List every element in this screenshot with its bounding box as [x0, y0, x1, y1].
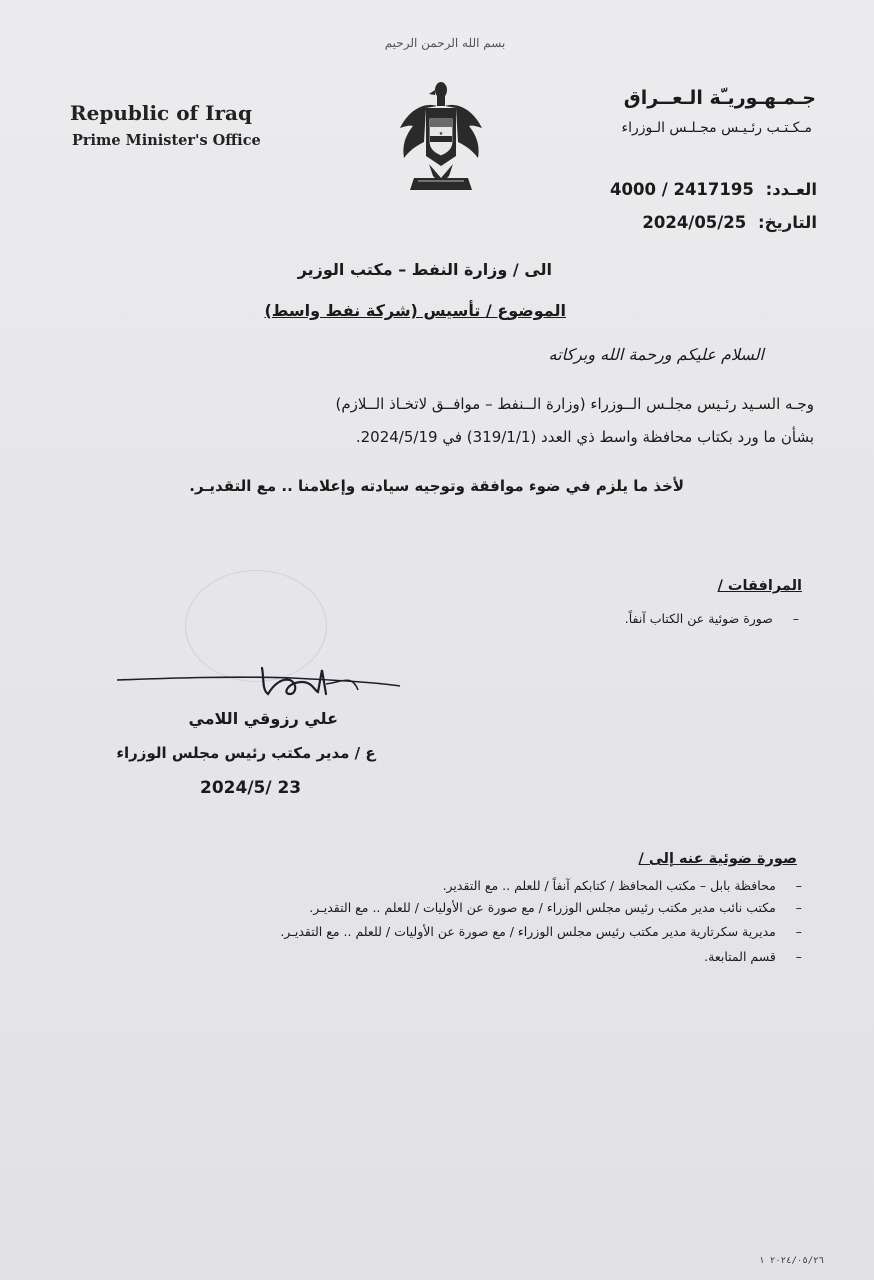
- letter-body-line-1: وجـه السـيد رئـيس مجلـس الــوزراء (وزارة الــنفط – موافــق لاتخـاذ الــلازم): [335, 395, 814, 413]
- ref-number-label: العـدد:: [765, 180, 817, 199]
- letter-body-line-2: بشأن ما ورد بكتاب محافظة واسط ذي العدد (319/1/1) في 2024/5/19.: [355, 428, 814, 446]
- letter-body-line-3: لأخذ ما يلزم في ضوء موافقة وتوجيه سيادته وإعلامنا .. مع التقديـر.: [189, 477, 684, 495]
- attachments-item-text: صورة ضوئية عن الكتاب آنفاً.: [624, 611, 773, 626]
- letter-greeting: السلام عليكم ورحمة الله وبركاته: [548, 345, 764, 364]
- copies-bullet: –: [779, 924, 802, 939]
- header-en-title: Republic of Iraq: [70, 101, 252, 125]
- header-ar-title: جـمـهـوريـّة الـعــراق: [623, 87, 816, 109]
- copies-item: [402, 949, 802, 964]
- ref-date-label: التاريخ:: [758, 213, 817, 232]
- copies-item-text: قسم المتابعة.: [704, 949, 776, 964]
- header-ar-subtitle: مـكـتـب رئـيـس مجـلـس الـوزراء: [621, 120, 812, 136]
- copies-item: [102, 924, 802, 939]
- signature-date: 2024/5/ 23: [200, 778, 302, 798]
- copies-label: صورة ضوئية عنه إلى /: [638, 851, 797, 867]
- footer-stamp: ٢٠٢٤/٠٥/٢٦ ١: [758, 1256, 824, 1266]
- attachments-bullet: –: [776, 611, 799, 626]
- ref-date-row: [517, 213, 817, 232]
- ref-date-value: 2024/05/25: [642, 213, 747, 232]
- signature-title: ع / مدير مكتب رئيس مجلس الوزراء: [116, 744, 376, 762]
- signature-name: علي رزوقي اللامي: [188, 709, 338, 728]
- letter-subject: الموضوع / تأسيس (شركة نفط واسط): [264, 301, 566, 320]
- ref-number-row: [517, 180, 817, 199]
- ref-number-value: 4000 / 2417195: [610, 180, 754, 199]
- copies-item: [122, 878, 802, 893]
- copies-item-text: محافظة بابل – مكتب المحافظ / كتابكم آنفاً / للعلم .. مع التقدير.: [442, 878, 776, 893]
- copies-bullet: –: [779, 949, 802, 964]
- copies-item-text: مديرية سكرتارية مدير مكتب رئيس مجلس الوزراء / مع صورة عن الأوليات / للعلم .. مع التقديـر.: [280, 924, 776, 939]
- basmala: بسم الله الرحمن الرحيم: [384, 36, 506, 50]
- copies-item: [102, 900, 802, 915]
- iraq-emblem: [396, 78, 486, 200]
- copies-bullet: –: [779, 878, 802, 893]
- copies-item-text: مكتب نائب مدير مكتب رئيس مجلس الوزراء / مع صورة عن الأوليات / للعلم .. مع التقديـر.: [309, 900, 776, 915]
- header-en-subtitle: Prime Minister's Office: [72, 132, 261, 149]
- svg-text:★: ★: [438, 131, 444, 137]
- attachments-item: [399, 611, 799, 626]
- letter-recipient: الى / وزارة النفط – مكتب الوزير: [297, 260, 552, 279]
- copies-bullet: –: [779, 900, 802, 915]
- attachments-label: المرافقات /: [717, 578, 802, 594]
- signature-image: [112, 660, 412, 708]
